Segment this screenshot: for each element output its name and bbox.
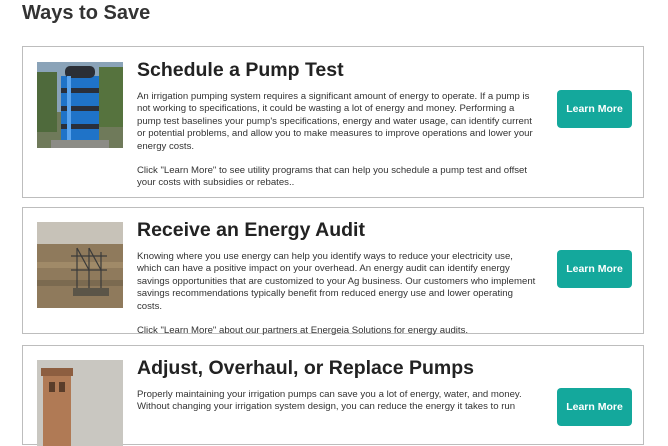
card-pump-test bbox=[22, 46, 644, 198]
card-paragraph: Click "Learn More" to see utility programs that can help you schedule a pump test and offset your costs with subsidies or rebates.. bbox=[137, 165, 528, 189]
page-title: Ways to Save bbox=[22, 2, 151, 24]
card-description bbox=[137, 389, 537, 426]
pump-house-photo bbox=[37, 360, 123, 446]
card-title: Adjust, Overhaul, or Replace Pumps bbox=[137, 357, 475, 379]
card-title: Receive an Energy Audit bbox=[137, 219, 365, 241]
pump-photo-icon bbox=[37, 62, 123, 148]
substation-photo-icon bbox=[37, 222, 123, 308]
card-description bbox=[137, 251, 537, 349]
learn-more-button[interactable]: Learn More bbox=[557, 90, 632, 128]
card-paragraph: Knowing where you use energy can help you identify ways to reduce your electricity use, which can have a positive impact on your overhead. An energy audit can identify energy savings opportunities that are customized to your Ag business. Our customers who implement savings recommendations typically benefit from reduced energy use and lower operating costs. bbox=[137, 251, 536, 312]
pump-photo bbox=[37, 62, 123, 148]
card-adjust-pumps bbox=[22, 345, 644, 445]
card-paragraph: Properly maintaining your irrigation pumps can save you a lot of energy, water, and money. Without changing your irrigation system design, you can reduce the energy it takes to run bbox=[137, 389, 522, 413]
card-title: Schedule a Pump Test bbox=[137, 59, 344, 81]
card-energy-audit bbox=[22, 207, 644, 337]
substation-photo bbox=[37, 222, 123, 308]
learn-more-button[interactable]: Learn More bbox=[557, 388, 632, 426]
card-paragraph: An irrigation pumping system requires a significant amount of energy to operate. If a pump is not working to specifications, it could be wasting a lot of energy and money. Performing a pump test baselines your pump's specifications, energy and water usage, can identify current or potential problems, and allow you to make measures to improve operations and lower your energy costs. bbox=[137, 91, 533, 152]
learn-more-button[interactable]: Learn More bbox=[557, 250, 632, 288]
card-description bbox=[137, 91, 537, 202]
card-paragraph: Click "Learn More" about our partners at Energeia Solutions for energy audits. bbox=[137, 325, 469, 337]
pump-house-photo-icon bbox=[37, 360, 123, 446]
